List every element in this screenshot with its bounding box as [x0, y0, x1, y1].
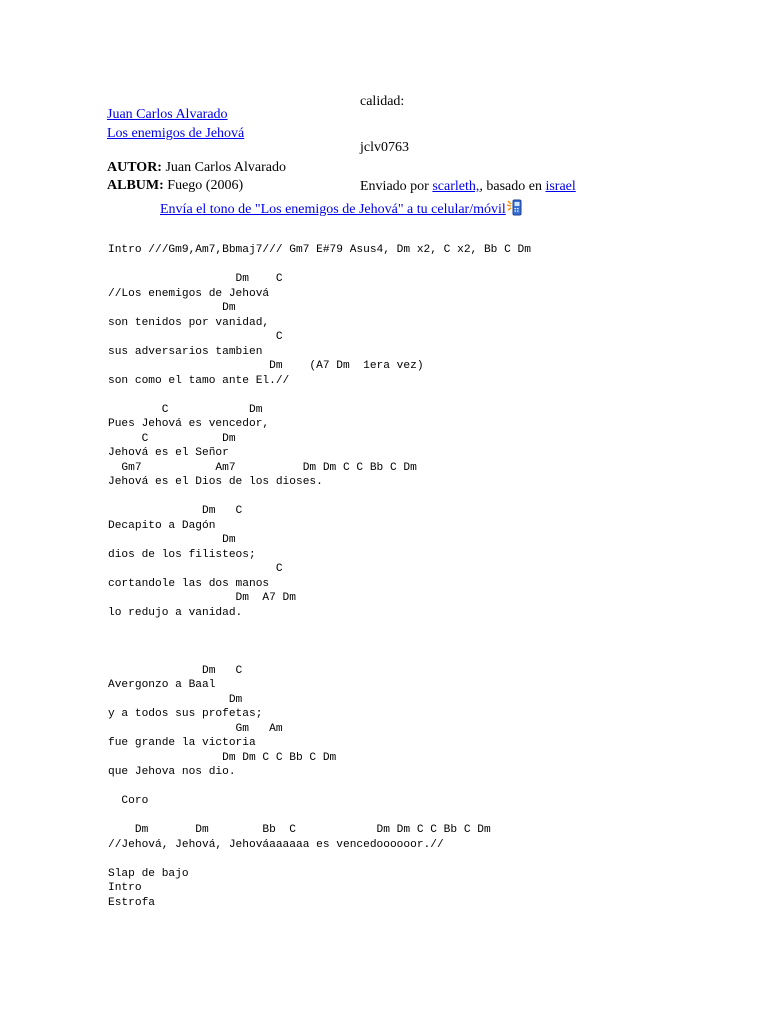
- quality-label: calidad:: [360, 94, 405, 109]
- song-id: jclv0763: [360, 140, 409, 155]
- based-on-label: , basado en: [479, 179, 546, 194]
- artist-link[interactable]: Juan Carlos Alvarado: [107, 107, 228, 122]
- album-row: [107, 177, 243, 194]
- based-on-user-link[interactable]: israel: [545, 179, 576, 194]
- author-row: [107, 159, 286, 176]
- song-title-link[interactable]: Los enemigos de Jehová: [107, 126, 245, 141]
- sent-by-label: Enviado por: [360, 179, 433, 194]
- mobile-phone-icon[interactable]: [507, 199, 523, 216]
- author-label: AUTOR:: [107, 160, 162, 175]
- ringtone-row: [160, 199, 523, 218]
- album-value: Fuego (2006): [163, 178, 244, 193]
- ringtone-link[interactable]: Envía el tono de "Los enemigos de Jehová" a tu celular/móvil: [160, 202, 506, 217]
- chords-lyrics: Intro ///Gm9,Am7,Bbmaj7/// Gm7 E#79 Asus4, Dm x2, C x2, Bb C Dm Dm C //Los enemigos de Jehová Dm son tenidos por vanidad, C sus adversarios tambien Dm (A7 Dm 1era vez) son como el tamo ante El.// C Dm Pues Jehová es vencedor, C Dm Jehová es el Señor Gm7 Am7 Dm Dm C C Bb C Dm Jehová es el Dios de los dioses. Dm C Decapito a Dagón Dm dios de los filisteos; C cortandole las dos manos Dm A7 Dm lo redujo a vanidad. Dm C Avergonzo a Baal Dm y a todos sus profetas; Gm Am fue grande la victoria Dm Dm C C Bb C Dm que Jehova nos dio. Coro Dm Dm Bb C Dm Dm C C Bb C Dm //Jehová, Jehová, Jehováaaaaaa es vencedoooooor.// Slap de bajo Intro Estrofa: [108, 244, 531, 909]
- sender-user-link[interactable]: scarleth,: [432, 179, 480, 194]
- author-value: Juan Carlos Alvarado: [161, 160, 286, 175]
- album-label: ALBUM:: [107, 178, 164, 193]
- sent-by-row: [360, 178, 576, 195]
